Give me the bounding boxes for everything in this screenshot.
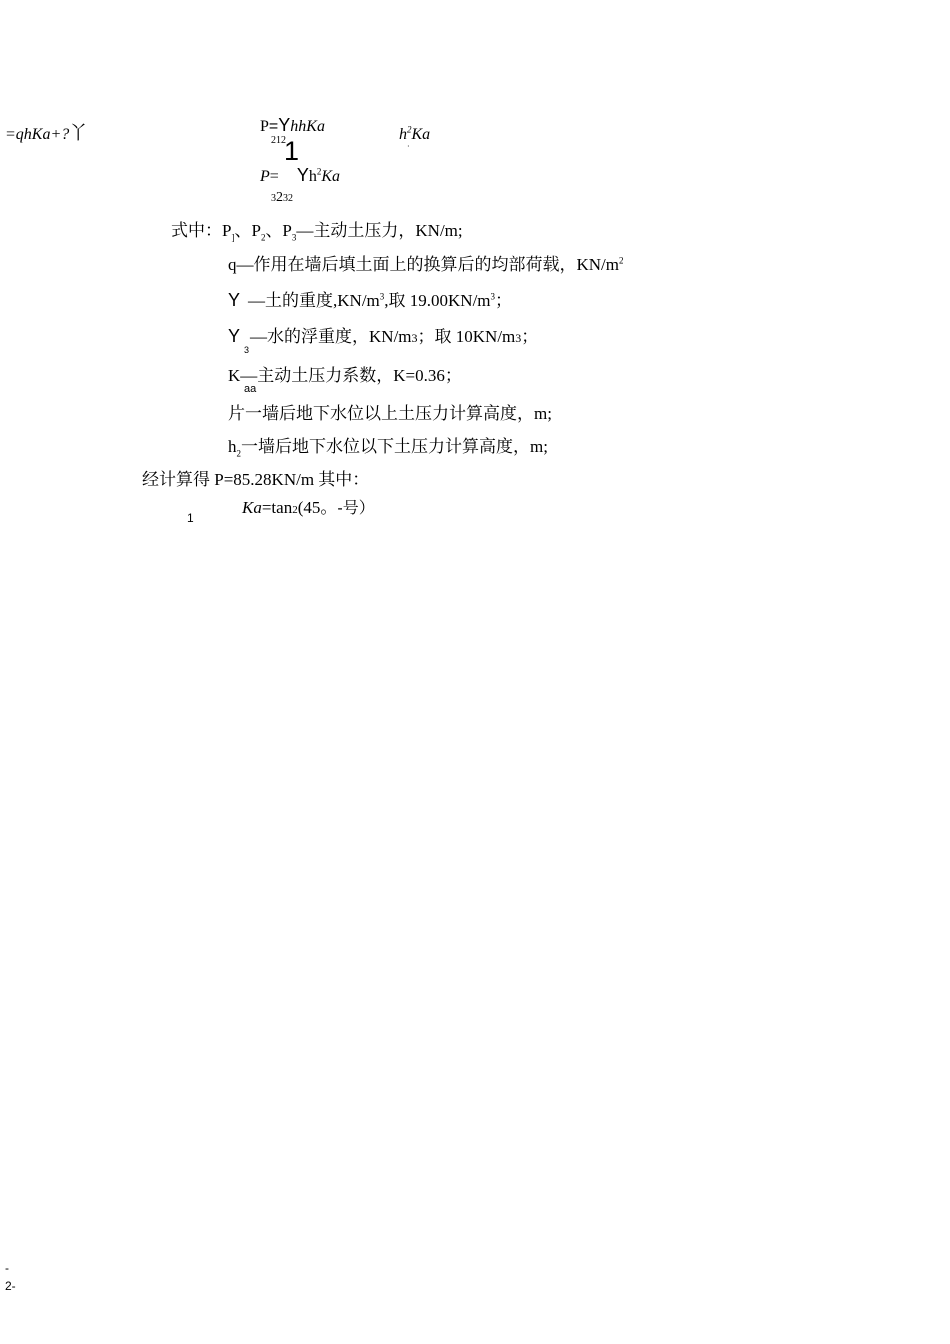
definition-line-h2 [228, 437, 548, 459]
formula-p3-h: h [308, 168, 317, 185]
page-number: 2- [5, 1279, 16, 1293]
formula-p2-right-dot: · [407, 142, 410, 151]
ka-eq: =tan [261, 498, 293, 517]
def3-gamma: Y [228, 290, 241, 310]
formula-p3-gamma: Y [296, 165, 309, 185]
definition-line-water-weight [228, 327, 538, 345]
formula-p2-right-ka: Ka [411, 126, 431, 143]
def1-sub1: ] [231, 232, 235, 243]
ka-rest: (45 [297, 498, 321, 517]
def4-gamma: Y [228, 326, 241, 346]
ka-marker: 1 [187, 511, 194, 525]
ka-deg: 。 [320, 498, 338, 517]
def5-subscript: aa [244, 383, 257, 395]
definition-line-coefficient [228, 367, 462, 384]
formula-p3-eq: = [269, 168, 279, 185]
def1-mid2: 、P [265, 221, 292, 240]
formula-p3-sub-a: 3 [271, 193, 276, 204]
formula-p2-subscript: 212 [271, 135, 286, 146]
def4-gamma-subscript: 3 [244, 345, 250, 355]
definition-line-h1: 片一墙后地下水位以上土压力计算高度，m; [228, 404, 552, 423]
formula-p2-gamma: Y [278, 115, 291, 135]
def2-sup: 2 [619, 255, 624, 266]
definition-line-soil-weight [228, 291, 512, 309]
def5-k: K [228, 366, 241, 385]
formula-p1 [5, 124, 87, 143]
formula-p2-rest: hhKa [290, 118, 325, 135]
ka-tail: -号） [337, 500, 375, 517]
formula-p2 [260, 116, 325, 135]
definition-line-load [228, 256, 624, 273]
def7-h: h [228, 437, 237, 456]
formula-p2-right-h: h [399, 126, 407, 143]
def3-end: ； [495, 291, 513, 310]
definition-line-pressures [171, 221, 463, 243]
def4-small1: 3 [411, 331, 418, 345]
def1-sub3: 3 [291, 232, 297, 243]
footer-dash: - [5, 1261, 9, 1275]
formula-p2-p: P [260, 118, 269, 135]
formula-p3-ka: Ka [321, 168, 340, 185]
formula-p3 [260, 166, 340, 185]
def1-rest: —主动土压力，KN/m; [296, 221, 463, 240]
formula-p2-right [399, 124, 431, 143]
def4-small2: 3 [515, 331, 522, 345]
def3-sup2: 3 [490, 291, 496, 302]
formula-p2-eq: = [268, 118, 279, 135]
def4-end: ； [521, 327, 539, 346]
def2-text: q—作用在墙后填土面上的换算后的均部荷载，KN/m [228, 255, 619, 274]
formula-p3-sub-b: 2 [276, 190, 283, 205]
formula-p3-p: P [260, 168, 270, 185]
def7-sub: 2 [236, 448, 241, 459]
def4-text: —水的浮重度，KN/m [250, 327, 412, 346]
def1-prefix: 式中：P [171, 221, 232, 240]
ka-formula [242, 499, 375, 517]
gamma-glyph: 丫 [69, 123, 88, 143]
def3-text2: ,取 19.00KN/m [384, 291, 491, 310]
formula-p2-one: 1 [284, 136, 300, 166]
formula-p3-sub-c: 32 [283, 193, 293, 204]
formula-p2-right-sup: 2 [407, 124, 412, 135]
formula-p3-subscripts [271, 189, 293, 205]
def4-text2: ；取 10KN/m [417, 327, 516, 346]
formula-p3-sup: 2 [316, 166, 322, 177]
def1-sub2: 2 [260, 232, 266, 243]
def1-mid1: 、P [234, 221, 261, 240]
ka-sub: 2 [292, 504, 298, 516]
def3-text: —土的重度,KN/m [248, 291, 380, 310]
def7-text: 一墙后地下水位以下土压力计算高度，m; [241, 437, 548, 456]
def3-sup1: 3 [379, 291, 385, 302]
ka-italic: Ka [242, 498, 262, 517]
result-line: 经计算得 P=85.28KN/m 其中： [142, 470, 370, 489]
formula-p1-text: =qhKa+? [5, 126, 70, 143]
def5-text: —主动土压力系数，K=0.36； [240, 366, 462, 385]
